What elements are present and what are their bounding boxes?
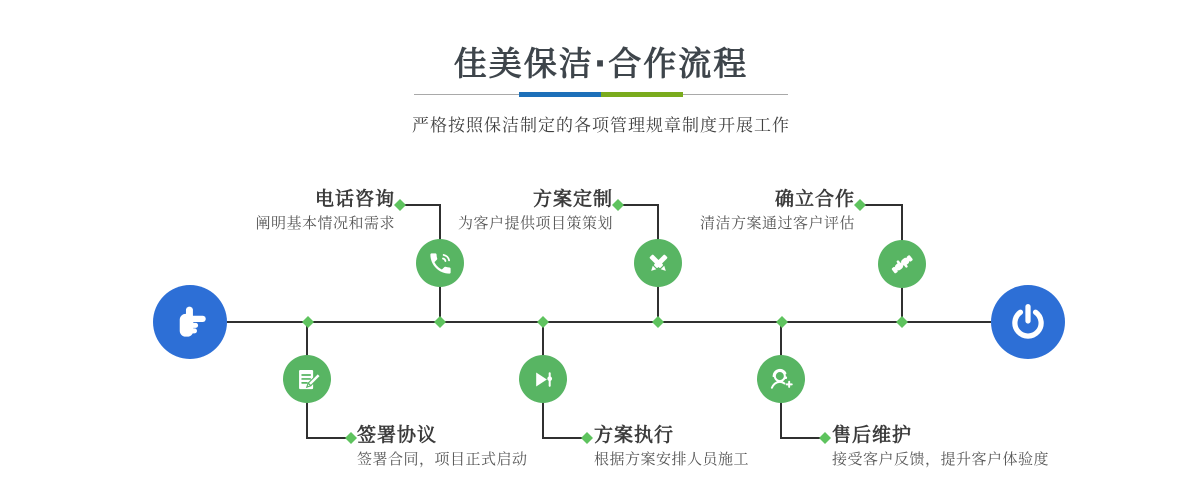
step-title: 售后维护 [832,424,913,446]
step-desc: 接受客户反馈，提升客户体验度 [832,450,1050,468]
step-title: 确立合作 [774,188,855,210]
handshake-icon [888,250,916,278]
step-desc: 为客户提供项目策策划 [457,214,613,232]
step-title: 电话咨询 [314,188,395,210]
step-node-plan [634,239,682,287]
step-desc: 签署合同，项目正式启动 [357,450,528,468]
start-node [153,285,227,359]
step-desc: 根据方案安排人员施工 [594,450,750,468]
support-agent-icon [767,365,795,393]
step-title: 方案定制 [532,188,613,210]
step-node-phone [416,239,464,287]
step-node-execute [519,355,567,403]
pointing-hand-icon [168,300,212,344]
end-node [991,285,1065,359]
step-confirm-cooperation [535,188,855,233]
crossed-pencils-icon [645,250,672,277]
phone-icon [427,250,454,277]
power-icon [1007,301,1049,343]
page-subtitle: 严格按照保洁制定的各项管理规章制度开展工作 [412,116,790,136]
step-title: 方案执行 [594,424,675,446]
play-slider-icon [530,366,557,393]
step-node-cooperate [878,240,926,288]
step-title: 签署协议 [357,424,438,446]
step-node-contract [283,355,331,403]
step-desc: 阐明基本情况和需求 [255,214,395,232]
step-after-sales [832,424,1152,469]
contract-icon [294,366,321,393]
step-desc: 清洁方案通过客户评估 [699,214,855,232]
page-title: 佳美保洁·合作流程 [453,44,749,83]
step-node-support [757,355,805,403]
